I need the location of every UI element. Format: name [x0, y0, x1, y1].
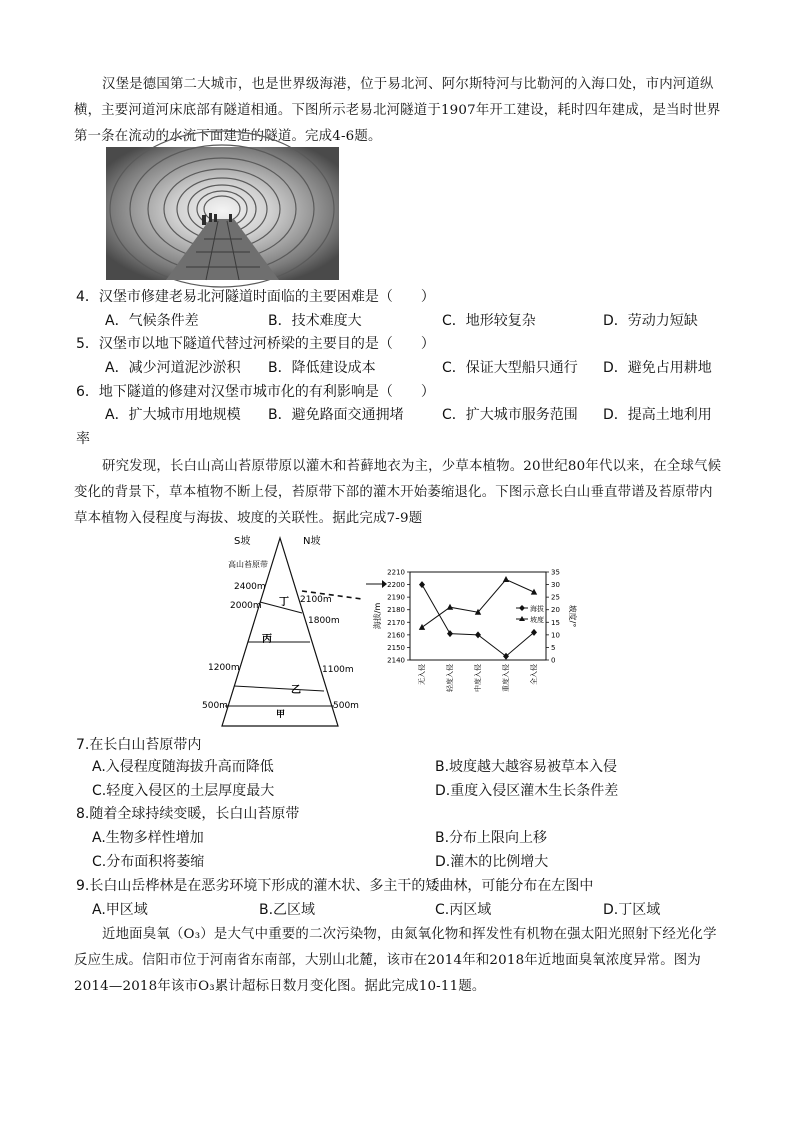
x-tick-label: 轻度入侵 [446, 664, 454, 692]
q7-option-a[interactable]: A.入侵程度随海拔升高而降低 [92, 759, 274, 775]
y-tick-label: 2160 [387, 631, 405, 640]
q8-option-b[interactable]: B.分布上限向上移 [435, 830, 548, 846]
q4-option-d[interactable]: D．劳动力短缺 [603, 313, 698, 329]
slope-point [419, 624, 425, 630]
question-7-stem: 7.在长白山苔原带内 [76, 737, 202, 753]
q5-option-c[interactable]: C．保证大型船只通行 [442, 360, 578, 376]
elev-right-2100: 2100m [300, 595, 332, 605]
q6-option-d-wrap: 率 [76, 431, 90, 447]
elev-left-2400: 2400m [234, 582, 266, 592]
q6-option-d[interactable]: D．提高土地利用 [603, 407, 712, 423]
question-9-stem: 9.长白山岳桦林是在恶劣环境下形成的灌木状、多主干的矮曲林，可能分布在左图中 [76, 878, 594, 894]
alpine-tundra-label: 高山苔原带 [228, 560, 268, 569]
n-slope-label: N坡 [303, 536, 321, 547]
elev-left-2000: 2000m [230, 601, 262, 611]
y2-tick-label: 0 [551, 656, 556, 665]
q6-option-b[interactable]: B．避免路面交通拥堵 [268, 407, 404, 423]
elev-right-1100: 1100m [322, 665, 354, 675]
legend-slope: 坡度 [530, 616, 544, 624]
series-line-1 [422, 585, 534, 657]
zone-ding: 丁 [279, 597, 289, 608]
q6-option-a[interactable]: A．扩大城市用地规模 [105, 407, 241, 423]
zone-bing: 丙 [262, 634, 272, 645]
elev-right-1800: 1800m [308, 616, 340, 626]
altitude-point [531, 629, 537, 636]
x-tick-label: 无入侵 [418, 664, 426, 685]
y-tick-label: 2190 [387, 593, 405, 602]
series-line-2 [422, 580, 534, 628]
y2-tick-label: 20 [551, 606, 560, 615]
q4-option-b[interactable]: B．技术难度大 [268, 313, 362, 329]
q5-option-b[interactable]: B．降低建设成本 [268, 360, 376, 376]
question-6-stem: 6．地下隧道的修建对汉堡市城市化的有利影响是（ ） [76, 384, 435, 400]
x-tick-label: 重度入侵 [502, 664, 510, 692]
q8-option-d[interactable]: D.灌木的比例增大 [435, 854, 549, 870]
passage-changbai [74, 454, 724, 532]
y-tick-label: 2140 [387, 656, 405, 665]
passage-hamburg [74, 72, 724, 150]
y2-tick-label: 5 [551, 643, 556, 652]
q9-option-a[interactable]: A.甲区域 [92, 902, 148, 918]
question-5-stem: 5．汉堡市以地下隧道代替过河桥梁的主要目的是（ ） [76, 336, 435, 352]
q7-option-c[interactable]: C.轻度入侵区的土层厚度最大 [92, 783, 275, 799]
y-tick-label: 2180 [387, 606, 405, 615]
zone-jia: 甲 [276, 710, 286, 720]
altitude-point [503, 653, 509, 660]
chart-legend [516, 604, 544, 624]
tunnel-photo [106, 147, 339, 280]
passage-changbai-text: 研究发现，长白山高山苔原带原以灌木和苔藓地衣为主，少草本植物。20世纪80年代以来，在全球气候变化的背景下，草本植物不断上侵，苔原带下部的灌木开始萎缩退化。下图示意长白山垂直带谱及苔原带内草本植物入侵程度与海拔、坡度的关联性。据此完成7-9题 [74, 459, 722, 526]
legend-altitude: 海拔 [530, 605, 544, 613]
y-tick-label: 2170 [387, 618, 405, 627]
slope-point [503, 576, 509, 582]
y2-tick-label: 15 [551, 618, 560, 627]
elev-right-500: 500m [333, 701, 359, 711]
slope-point [447, 604, 453, 610]
y-tick-label: 2150 [387, 643, 405, 652]
q6-option-c[interactable]: C．扩大城市服务范围 [442, 407, 578, 423]
y-tick-label: 2210 [387, 568, 405, 577]
elev-left-1200: 1200m [208, 663, 240, 673]
question-4-stem: 4．汉堡市修建老易北河隧道时面临的主要困难是（ ） [76, 289, 435, 305]
q9-option-b[interactable]: B.乙区域 [259, 902, 316, 918]
q4-option-c[interactable]: C．地形较复杂 [442, 313, 536, 329]
chart-y2label: 坡度/° [568, 604, 577, 628]
x-tick-label: 全入侵 [530, 664, 538, 685]
passage-hamburg-text: 汉堡是德国第二大城市，也是世界级海港，位于易北河、阿尔斯特河与比勒河的入海口处，市内河道纵横，主要河道河床底部有隧道相通。下图所示老易北河隧道于1907年开工建设，耗时四年建成，是当时世界第一条在流动的水流下面建造的隧道。完成4-6题。 [74, 77, 721, 144]
zone-yi: 乙 [291, 685, 301, 696]
x-tick-label: 中度入侵 [474, 664, 482, 692]
chart-ylabel: 海拔/m [373, 602, 382, 630]
y2-tick-label: 25 [551, 593, 560, 602]
passage-ozone [74, 922, 724, 1000]
altitude-point [419, 581, 425, 588]
y2-tick-label: 30 [551, 581, 560, 590]
altitude-point [475, 631, 481, 638]
q7-option-d[interactable]: D.重度入侵区灌木生长条件差 [435, 783, 619, 799]
q9-option-d[interactable]: D.丁区域 [603, 902, 661, 918]
q8-option-a[interactable]: A.生物多样性增加 [92, 830, 204, 846]
question-8-stem: 8.随着全球持续变暖，长白山苔原带 [76, 806, 300, 822]
q4-option-a[interactable]: A．气候条件差 [105, 313, 199, 329]
y2-tick-label: 10 [551, 631, 560, 640]
q7-option-b[interactable]: B.坡度越大越容易被草本入侵 [435, 759, 618, 775]
s-slope-label: S坡 [234, 536, 251, 547]
y-tick-label: 2200 [387, 581, 405, 590]
altitude-point [447, 630, 453, 637]
q9-option-c[interactable]: C.丙区域 [435, 902, 492, 918]
y2-tick-label: 35 [551, 568, 560, 577]
q8-option-c[interactable]: C.分布面积将萎缩 [92, 854, 205, 870]
chart-plot-frame [410, 572, 546, 660]
mountain-zonation-diagram [200, 530, 370, 730]
invasion-chart [370, 562, 576, 712]
q5-option-d[interactable]: D．避免占用耕地 [603, 360, 712, 376]
passage-ozone-text: 近地面臭氧（O₃）是大气中重要的二次污染物，由氮氧化物和挥发性有机物在强太阳光照射下经光化学反应生成。信阳市位于河南省东南部，大别山北麓，该市在2014年和2018年近地面臭氧浓度异常。图为2014—2018年该市O₃累计超标日数月变化图。据此完成10-11题。 [74, 927, 717, 994]
q5-option-a[interactable]: A．减少河道泥沙淤积 [105, 360, 241, 376]
elev-left-500: 500m [202, 701, 228, 711]
